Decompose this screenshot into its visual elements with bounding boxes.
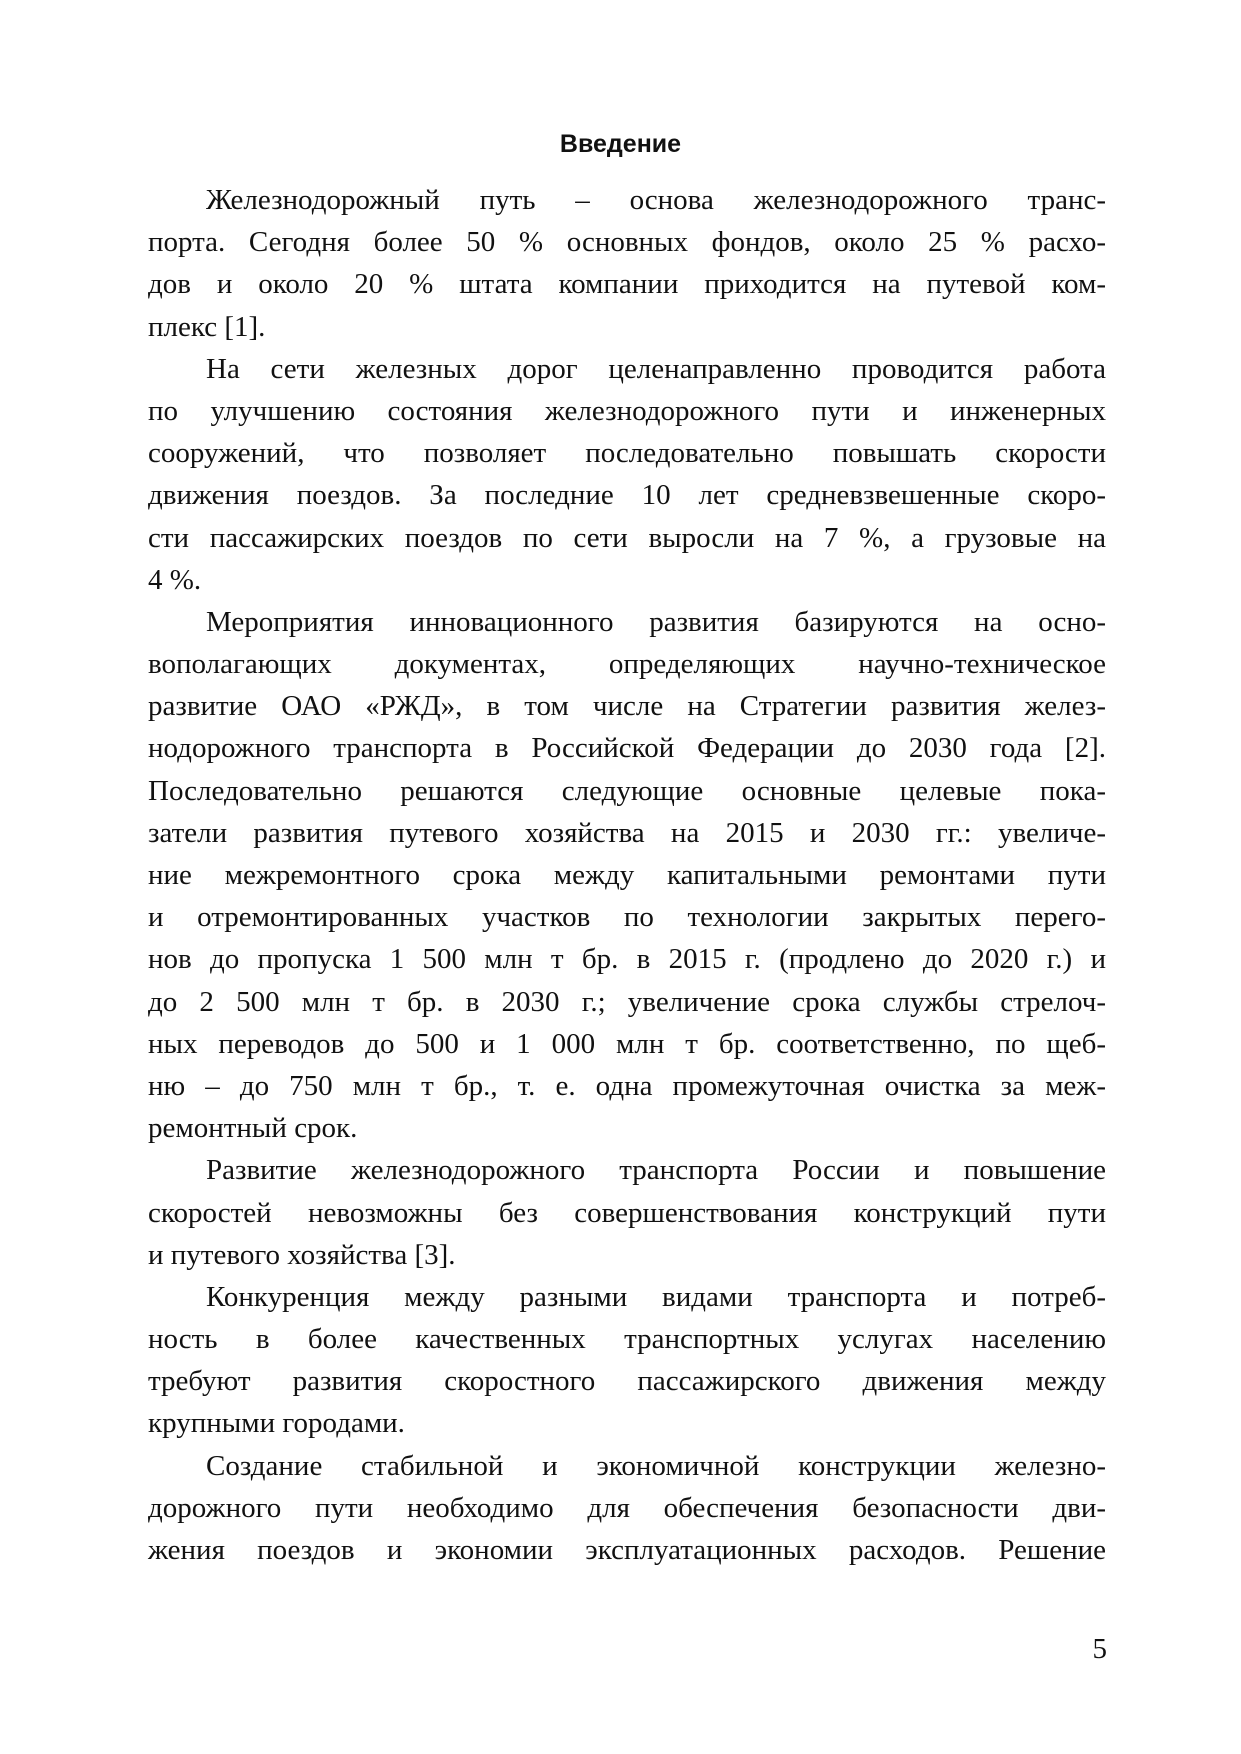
text-line: дов и около 20 % штата компании приходится на путевой ком- (148, 268, 1106, 301)
text-line: жения поездов и экономии эксплуатационных расходов. Решение (148, 1534, 1106, 1566)
text-line: ремонтный срок. (148, 1112, 358, 1145)
text-line: Последовательно решаются следующие основные целевые пока- (148, 774, 1106, 807)
text-line: нодорожного транспорта в Российской Федерации до 2030 года [2]. (148, 732, 1106, 765)
paragraph (148, 179, 1106, 348)
text-line: и отремонтированных участков по технологии закрытых перего- (148, 901, 1106, 934)
text-line: сти пассажирских поездов по сети выросли на 7 %, а грузовые на (148, 521, 1106, 554)
text-line: порта. Сегодня более 50 % основных фондов, около 25 % расхо- (148, 226, 1106, 259)
text-line: ных переводов до 500 и 1 000 млн т бр. соответственно, по щеб- (148, 1027, 1106, 1060)
text-line: сооружений, что позволяет последовательно повышать скорости (148, 437, 1106, 470)
text-line: Железнодорожный путь – основа железнодорожного транс- (206, 184, 1106, 216)
text-line: нов до пропуска 1 500 млн т бр. в 2015 г. (продлено до 2020 г.) и (148, 943, 1106, 976)
text-line: развитие ОАО «РЖД», в том числе на Стратегии развития желез- (148, 690, 1106, 723)
text-line: затели развития путевого хозяйства на 2015 и 2030 гг.: увеличе- (148, 816, 1106, 849)
section-heading: Введение (559, 130, 682, 158)
body-text (148, 179, 1106, 1571)
paragraph (148, 601, 1106, 1149)
text-line: движения поездов. За последние 10 лет средневзвешенные скоро- (148, 479, 1106, 512)
text-line: скоростей невозможны без совершенствования конструкций пути (148, 1196, 1106, 1229)
text-line: ность в более качественных транспортных услугах населению (148, 1323, 1106, 1356)
text-line: плекс [1]. (148, 310, 266, 343)
paragraph (148, 1276, 1106, 1445)
text-line: ние межремонтного срока между капитальными ремонтами пути (148, 859, 1106, 891)
page-number: 5 (1092, 1633, 1107, 1665)
text-line: дорожного пути необходимо для обеспечения безопасности дви- (148, 1491, 1106, 1524)
text-line: 4 %. (148, 563, 202, 596)
text-line: Создание стабильной и экономичной конструкции железно- (206, 1449, 1106, 1482)
text-line: требуют развития скоростного пассажирского движения между (148, 1365, 1106, 1398)
text-line: На сети железных дорог целенаправленно проводится работа (206, 352, 1106, 385)
paragraph (148, 348, 1106, 601)
paragraph (148, 1149, 1106, 1276)
text-line: Конкуренция между разными видами транспорта и потреб- (206, 1280, 1106, 1313)
text-line: и путевого хозяйства [3]. (148, 1238, 456, 1271)
text-line: ню – до 750 млн т бр., т. е. одна промежуточная очистка за меж- (148, 1069, 1106, 1102)
text-line: Развитие железнодорожного транспорта России и повышение (206, 1154, 1106, 1187)
text-line: до 2 500 млн т бр. в 2030 г.; увеличение срока службы стрелоч- (148, 985, 1106, 1018)
text-line: Мероприятия инновационного развития базируются на осно- (206, 605, 1106, 638)
text-line: вополагающих документах, определяющих научно-техническое (148, 648, 1106, 681)
paragraph (148, 1445, 1106, 1572)
text-line: крупными городами. (148, 1407, 405, 1440)
text-line: по улучшению состояния железнодорожного пути и инженерных (148, 394, 1106, 427)
